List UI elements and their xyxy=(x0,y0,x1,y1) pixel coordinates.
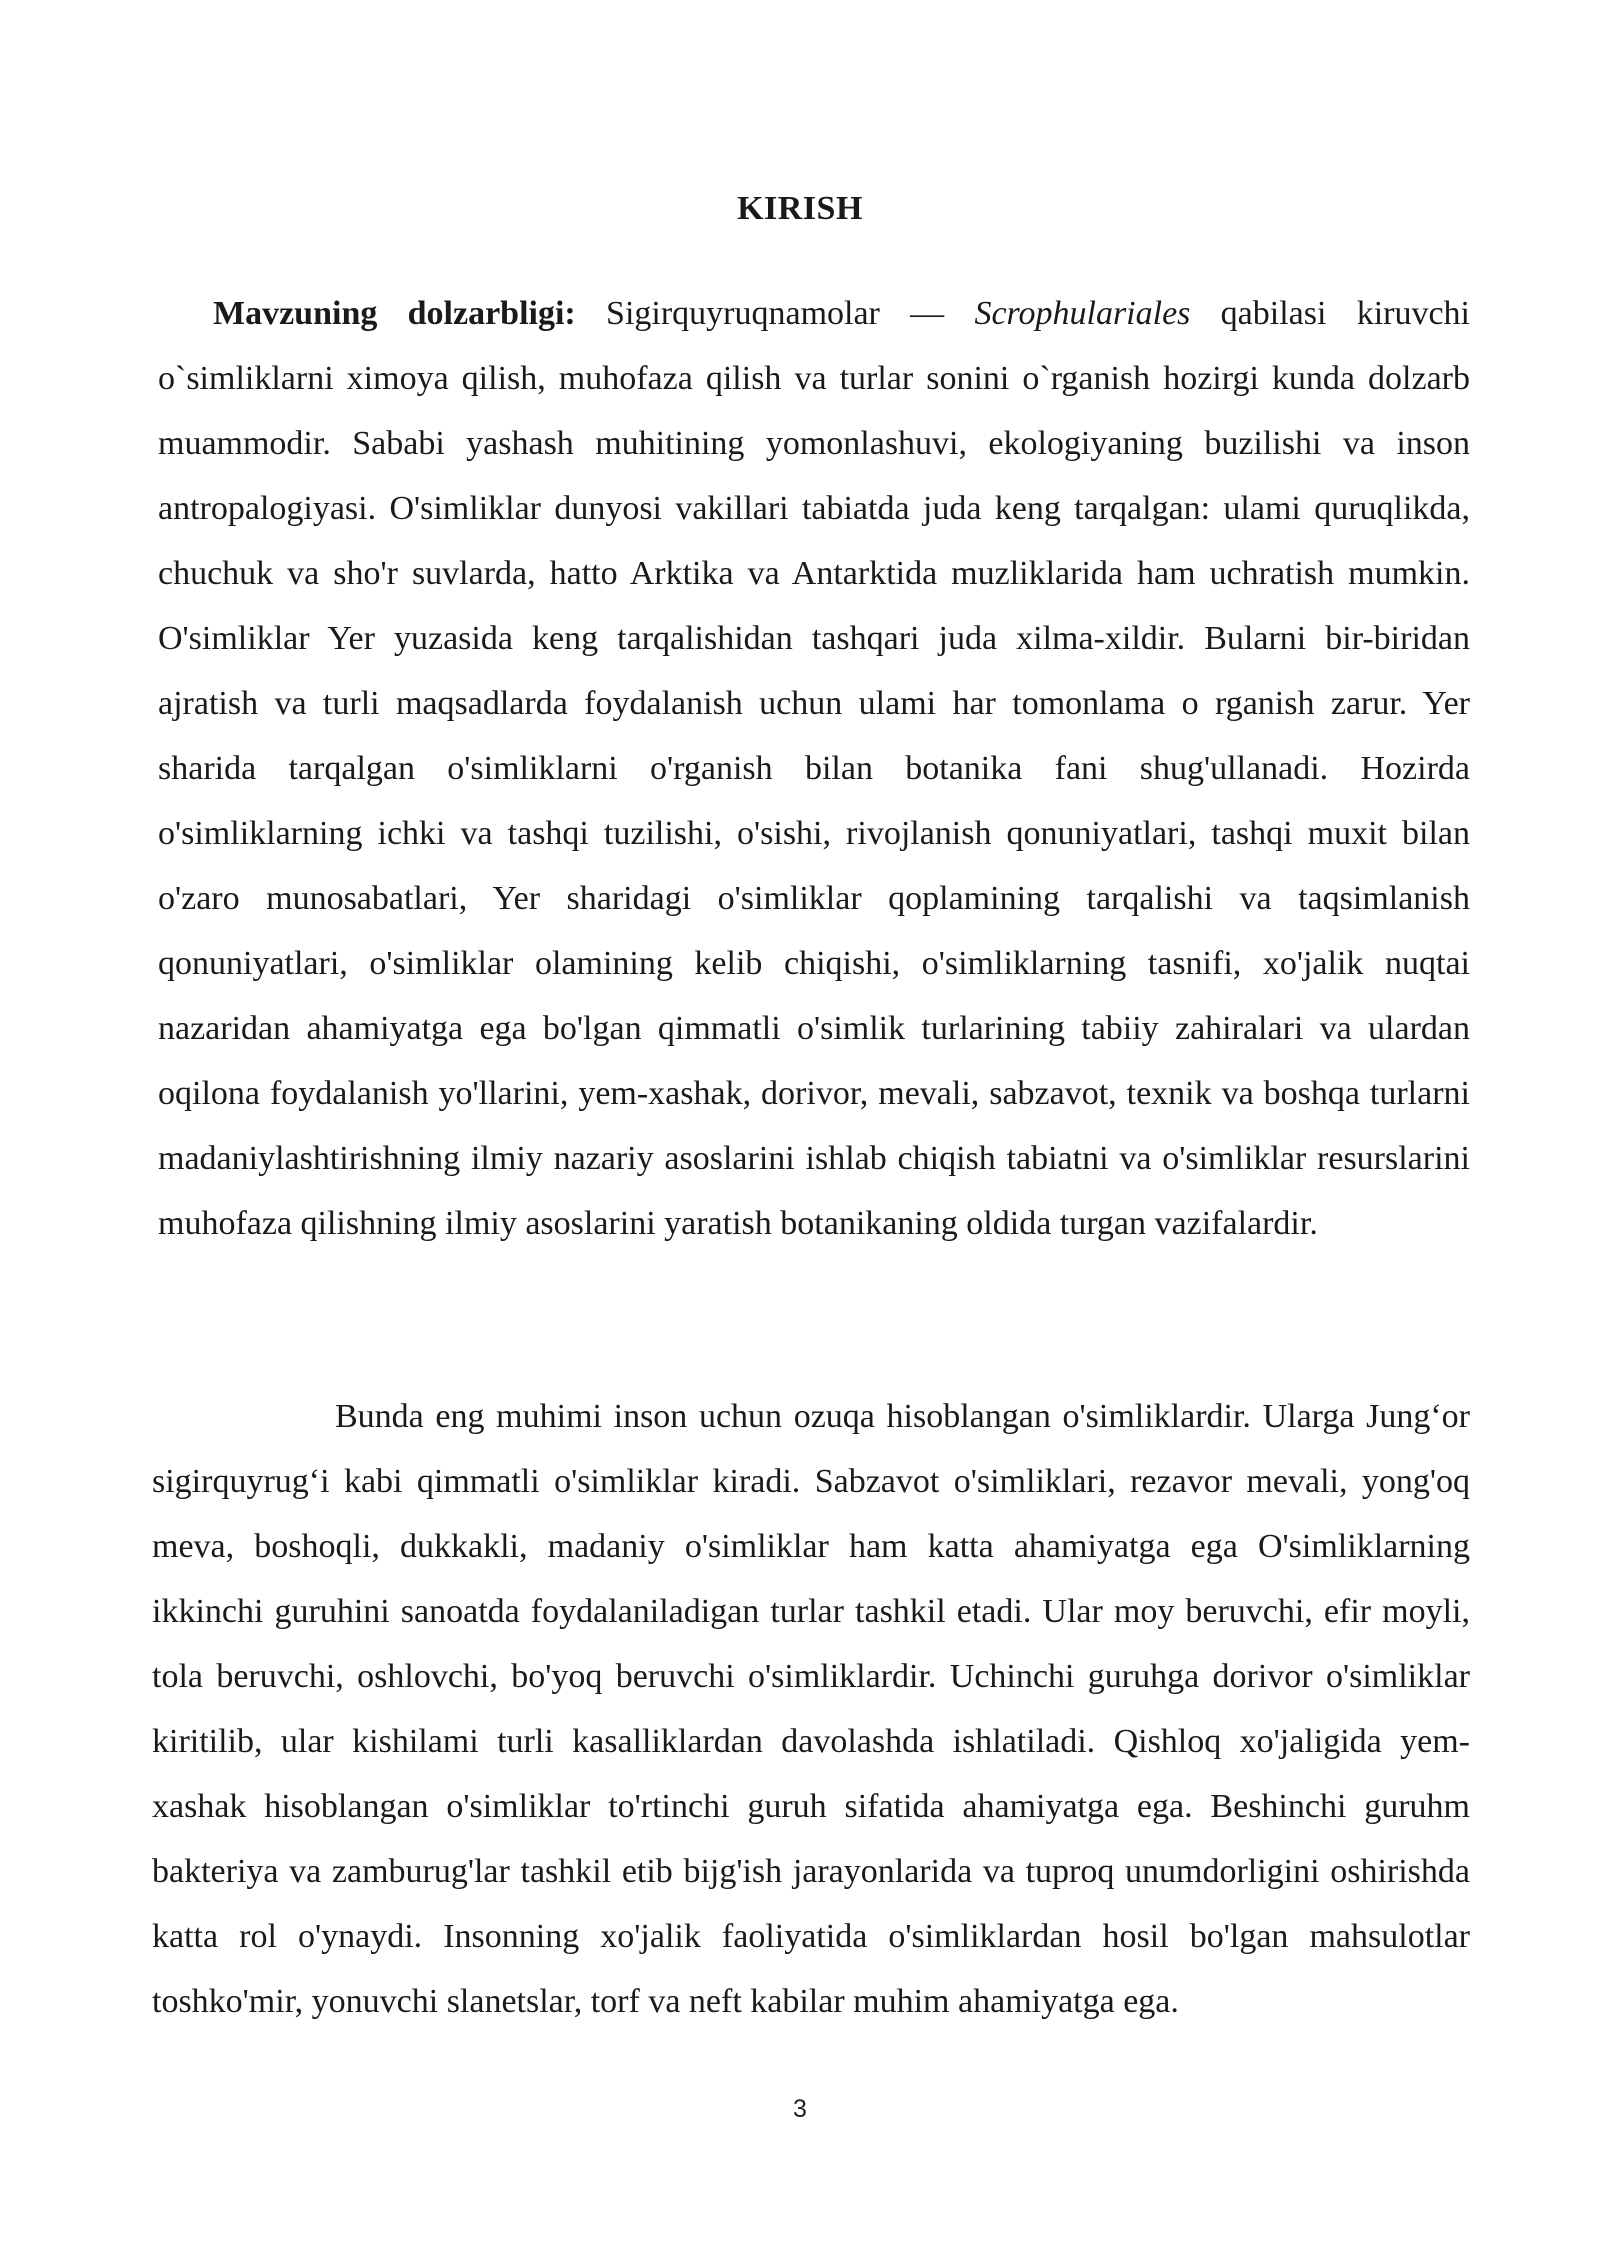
page-title: KIRISH xyxy=(737,190,863,227)
intro-text-rest: qabilasi kiruvchi o`simliklarni ximoya qilish, muhofaza qilish va turlar sonini o`rganish hozirgi kunda dolzarb muammodir. Sababi yashash muhitining yomonlashuvi, ekologiyaning buzilishi va inson antropalogiyasi. O'simliklar dunyosi vakillari tabiatda juda keng tarqalgan: ulami quruqlikda, chuchuk va sho'r suvlarda, hatto Arktika va Antarktida muzliklarida ham uchratish mumkin. O'simliklar Yer yuzasida keng tarqalishidan tashqari juda xilma-xildir. Bularni bir-biridan ajratish va turli maqsadlarda foydalanish uchun ulami har tomonlama o rganish zarur. Yer sharida tarqalgan o'simliklarni o'rganish bilan botanika fani shug'ullanadi. Hozirda o'simliklarning ichki va tashqi tuzilishi, o'sishi, rivojlanish qonuniyatlari, tashqi muxit bilan o'zaro munosabatlari, Yer sharidagi o'simliklar qoplamining tarqalishi va taqsimlanish qonuniyatlari, o'simliklar olamining kelib chiqishi, o'simliklarning tasnifi, xo'jalik nuqtai nazaridan ahamiyatga ega bo'lgan qimmatli o'simlik turlarining tabiiy zahiralari va ulardan oqilona foydalanish yo'llarini, yem-xashak, dorivor, mevali, sabzavot, texnik va boshqa turlarni madaniylashtirishning ilmiy nazariy asoslarini ishlab chiqish tabiatni va o'simliklar resurslarini muhofaza qilishning ilmiy asoslarini yaratish botanikaning oldida turgan vazifalardir. xyxy=(158,295,1471,1242)
intro-taxon-name: Scrophulariales xyxy=(974,295,1191,332)
intro-text-start: Sigirquyruqnamolar — xyxy=(575,295,975,332)
intro-paragraph xyxy=(158,281,1470,1256)
body-paragraph: Bunda eng muhimi inson uchun ozuqa hisoblangan o'simliklardir. Ularga Jung‘or sigirquyrug‘i kabi qimmatli o'simliklar kiradi. Sabzavot o'simliklari, rezavor mevali, yong'oq meva, boshoqli, dukkakli, madaniy o'simliklar ham katta ahamiyatga ega O'simliklarning ikkinchi guruhini sanoatda foydalaniladigan turlar tashkil etadi. Ular moy beruvchi, efir moyli, tola beruvchi, oshlovchi, bo'yoq beruvchi o'simliklardir. Uchinchi guruhga dorivor o'simliklar kiritilib, ular kishilami turli kasalliklardan davolashda ishlatiladi. Qishloq xo'jaligida yem-xashak hisoblangan o'simliklar to'rtinchi guruh sifatida ahamiyatga ega. Beshinchi guruhm bakteriya va zamburug'lar tashkil etib bijg'ish jarayonlarida va tuproq unumdorligini oshirishda katta rol o'ynaydi. Insonning xo'jalik faoliyatida o'simliklardan hosil bo'lgan mahsulotlar toshko'mir, yonuvchi slanetslar, torf va neft kabilar muhim ahamiyatga ega. xyxy=(152,1398,1470,2020)
page-number: 3 xyxy=(793,2095,807,2123)
intro-lead: Mavzuning dolzarbligi: xyxy=(213,295,576,332)
